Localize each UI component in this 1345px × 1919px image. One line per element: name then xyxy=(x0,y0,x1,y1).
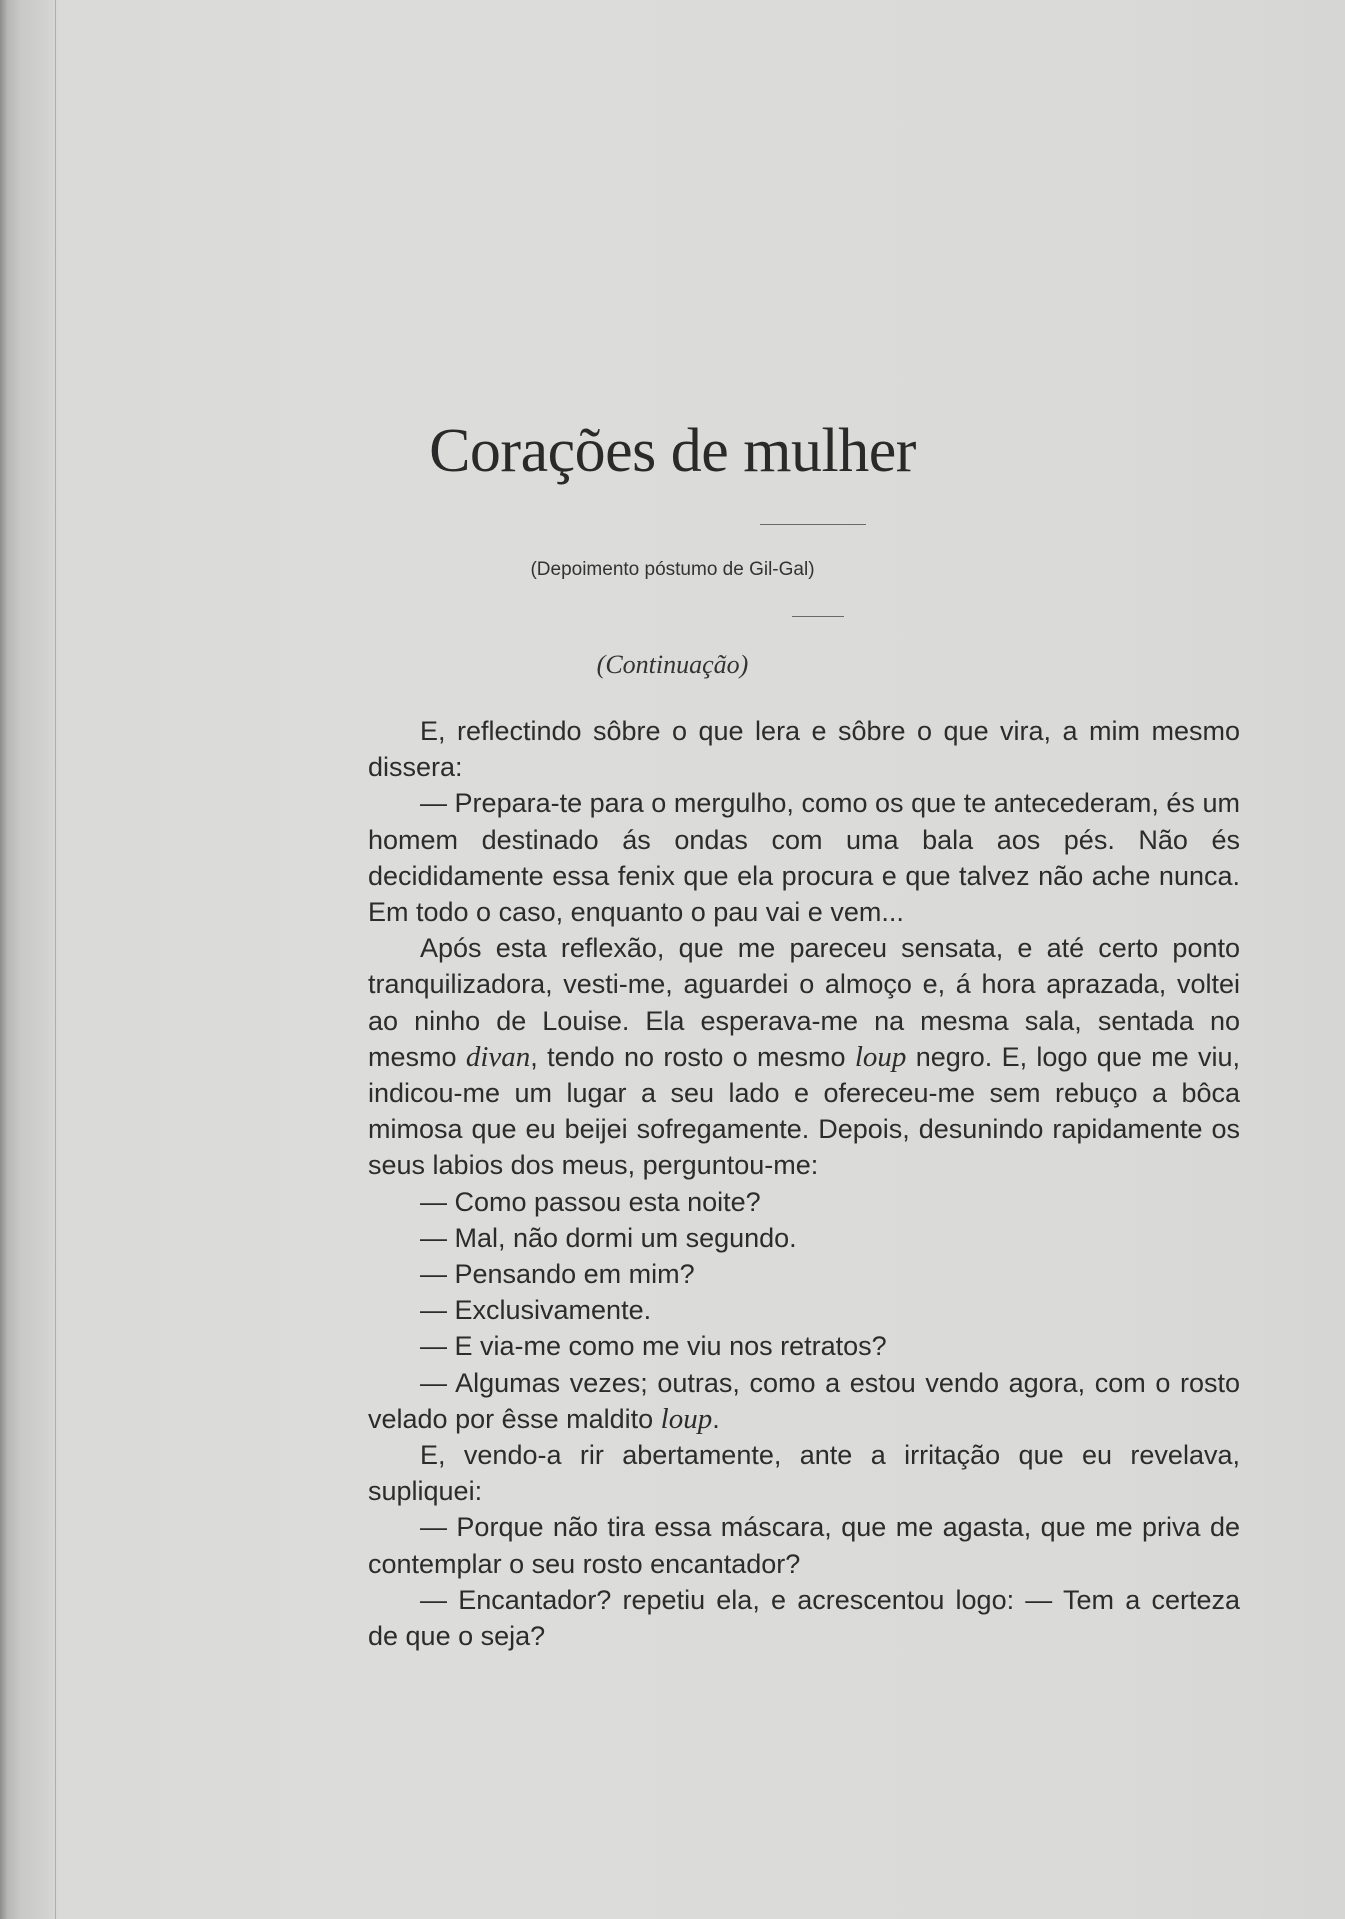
chapter-title: Corações de mulher xyxy=(429,417,916,485)
text-run: — Algumas vezes; outras, como a estou vendo agora, com o rosto velado por êsse maldito xyxy=(368,1367,1240,1434)
text-run: — E via-me como me viu nos retratos? xyxy=(420,1331,887,1362)
italic-text-run: divan xyxy=(465,1040,531,1073)
subtitle-divider xyxy=(792,616,844,617)
body-paragraph xyxy=(368,1365,1240,1437)
page-binding-shadow xyxy=(0,0,60,1919)
text-run: — Como passou esta noite? xyxy=(420,1186,761,1217)
title-divider xyxy=(760,524,866,525)
text-run: — Mal, não dormi um segundo. xyxy=(420,1222,797,1253)
text-run: negro. E, logo que me viu, indicou-me um lugar a seu lado e ofereceu-me sem rebuço a bôca mimosa que eu beijei sofregamente. Depois, desunindo rapidamente os seus labios dos meus, perguntou-me: xyxy=(368,1041,1240,1181)
italic-text-run: loup xyxy=(660,1402,713,1435)
page-binding-edge xyxy=(55,0,56,1919)
body-paragraph xyxy=(368,1256,1240,1292)
body-paragraph xyxy=(368,1328,1240,1364)
text-run: E, vendo-a rir abertamente, ante a irritação que eu revelava, supliquei: xyxy=(368,1440,1240,1507)
text-run: — Pensando em mim? xyxy=(420,1259,695,1290)
text-run: — Prepara-te para o mergulho, como os que te antecederam, és um homem destinado ás ondas com uma bala aos pés. Não és decididamente essa fenix que ela procura e que talvez não ache nunca. Em todo o caso, enquanto o pau vai e vem... xyxy=(368,788,1240,928)
body-paragraph xyxy=(368,1509,1240,1581)
body-paragraph xyxy=(368,713,1240,785)
body-paragraph xyxy=(368,1220,1240,1256)
body-paragraph xyxy=(368,1292,1240,1328)
text-run: E, reflectindo sôbre o que lera e sôbre o que vira, a mim mesmo dissera: xyxy=(368,716,1240,783)
body-paragraph xyxy=(368,785,1240,930)
italic-text-run: loup xyxy=(854,1040,907,1073)
text-run: — Porque não tira essa máscara, que me agasta, que me priva de contemplar o seu rosto encantador? xyxy=(368,1512,1240,1579)
body-paragraph xyxy=(368,1582,1240,1654)
text-run: . xyxy=(712,1403,720,1434)
text-run: , tendo no rosto o mesmo xyxy=(530,1041,855,1072)
text-run: — Exclusivamente. xyxy=(420,1295,652,1326)
chapter-subtitle: (Depoimento póstumo de Gil-Gal) xyxy=(530,559,815,580)
body-paragraph xyxy=(368,1184,1240,1220)
body-paragraph xyxy=(368,1437,1240,1509)
text-run: Após esta reflexão, que me pareceu sensata, e até certo ponto tranquilizadora, vesti-me, aguardei o almoço e, á hora aprazada, voltei ao ninho de Louise. Ela esperava-me na mesma sala, sentada no mesmo xyxy=(368,933,1240,1072)
body-text xyxy=(368,713,1240,1654)
body-paragraph xyxy=(368,930,1240,1183)
continuation-note: (Continuação) xyxy=(596,650,749,679)
text-run: — Encantador? repetiu ela, e acrescentou logo: — Tem a certeza de que o seja? xyxy=(368,1584,1240,1652)
